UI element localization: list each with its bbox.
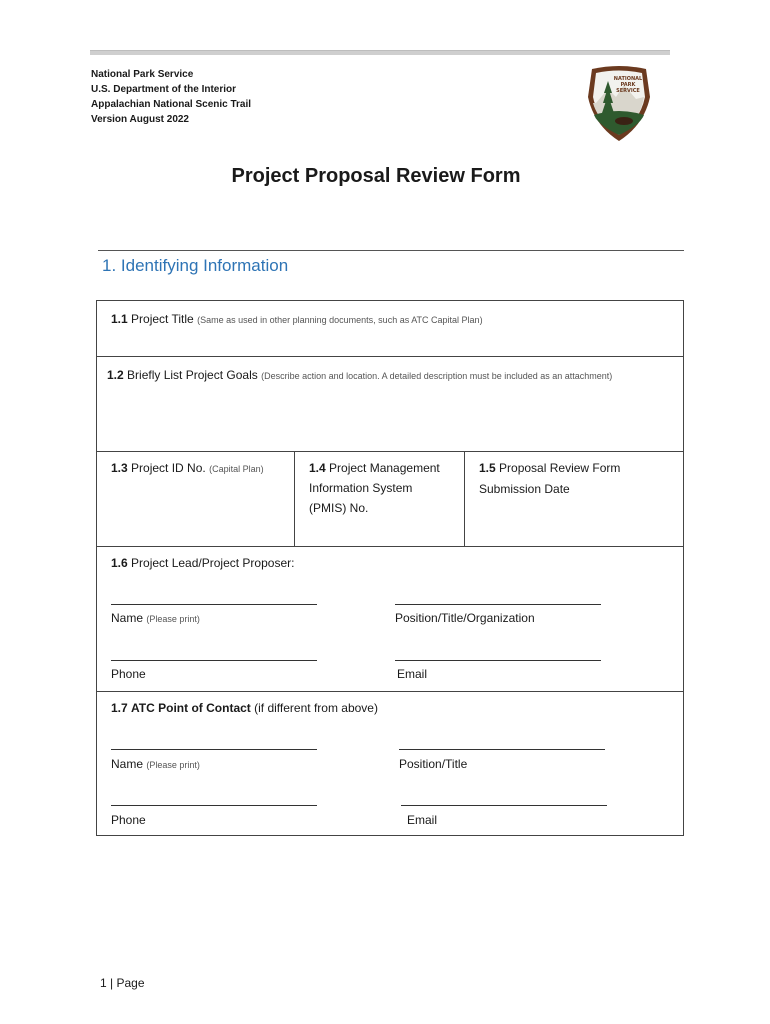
field-number: 1.5 [479,461,496,475]
header-line: U.S. Department of the Interior [91,84,237,95]
logo-text: NATIONAL [613,76,643,82]
field-label: Information System [309,481,413,495]
form-title: Project Proposal Review Form [231,165,521,187]
field-label: Project Title [131,312,194,326]
field-number: 1.3 [111,461,128,475]
field-pmis-number[interactable] [294,452,464,546]
section-heading: 1. Identifying Information [102,256,289,275]
field-label: (PMIS) No. [309,501,369,515]
header-line: Version August 2022 [91,114,189,125]
header-line: National Park Service [91,69,194,80]
field-label: ATC Point of Contact [131,701,251,715]
name-hint: (Please print) [146,614,200,624]
identifying-information-form [96,300,684,836]
field-label: Project Lead/Project Proposer: [131,556,295,570]
field-number: 1.1 [111,312,128,326]
atc-phone-line[interactable] [111,805,317,806]
agency-header [91,67,251,127]
section-separator [98,250,684,251]
atc-email-line[interactable] [401,805,607,806]
field-project-lead [97,546,683,691]
lead-position-line[interactable] [395,604,601,605]
field-hint: (Describe action and location. A detailed description must be included as an attachment) [261,371,613,381]
field-number: 1.2 [107,368,124,382]
field-label: Briefly List Project Goals [127,368,258,382]
field-hint: (Same as used in other planning documents, such as ATC Capital Plan) [197,315,483,325]
field-number: 1.4 [309,461,326,475]
phone-label: Phone [111,813,146,827]
field-hint: (Capital Plan) [209,464,264,474]
nps-arrowhead-logo [584,63,654,143]
lead-name-line[interactable] [111,604,317,605]
field-project-title[interactable] [97,301,683,356]
field-project-id[interactable] [97,452,294,546]
id-numbers-row [97,451,683,546]
atc-name-line[interactable] [111,749,317,750]
field-label-suffix: (if different from above) [254,701,378,715]
top-rule [90,50,670,55]
field-number: 1.6 [111,556,128,570]
logo-text: SERVICE [616,88,640,94]
field-atc-contact [97,691,683,837]
phone-label: Phone [111,667,146,681]
logo-text: PARK [620,82,636,88]
page-number: 1 [100,976,107,990]
header-line: Appalachian National Scenic Trail [91,99,252,110]
field-submission-date[interactable] [464,452,683,546]
name-hint: (Please print) [146,760,200,770]
position-label: Position/Title/Organization [395,611,535,625]
field-project-goals[interactable] [97,356,683,451]
email-label: Email [407,813,438,827]
name-label: Name [111,611,144,625]
position-label: Position/Title [399,757,468,771]
lead-email-line[interactable] [395,660,601,661]
nps-arrowhead-icon [584,63,654,143]
name-label: Name [111,757,144,771]
email-label: Email [397,667,428,681]
field-label: Proposal Review Form [499,461,621,475]
page-footer [100,976,145,990]
lead-phone-line[interactable] [111,660,317,661]
field-label: Project ID No. [131,461,206,475]
field-label: Submission Date [479,482,570,496]
field-number: 1.7 [111,701,128,715]
field-label: Project Management [329,461,440,475]
page-label: | Page [110,976,145,990]
atc-position-line[interactable] [399,749,605,750]
